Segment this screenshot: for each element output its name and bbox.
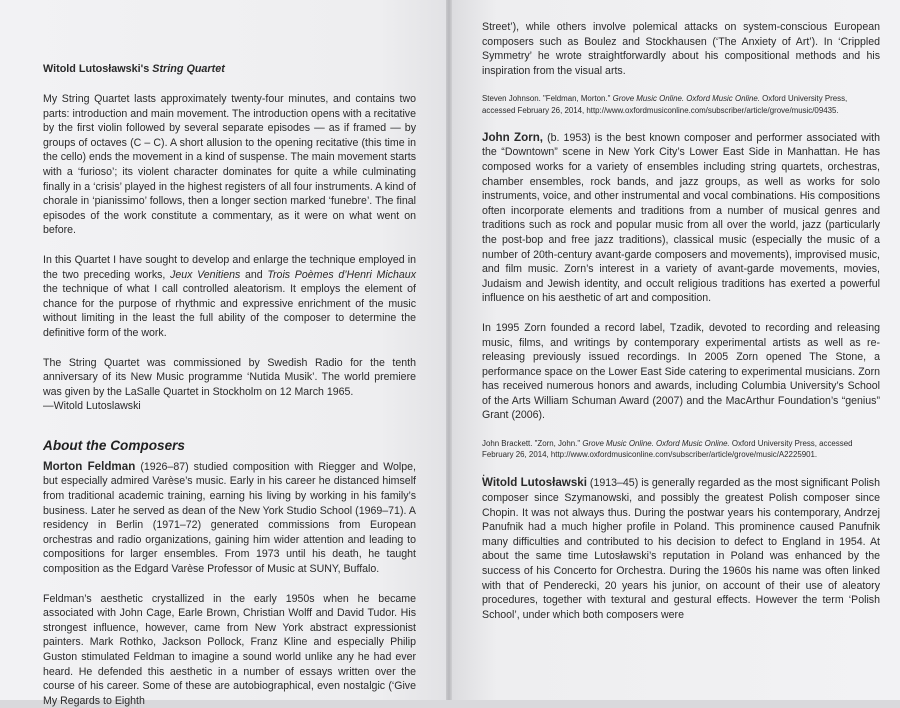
lutoslawski-name: Witold Lutosławski (482, 476, 587, 490)
zorn-name: John Zorn, (482, 130, 544, 144)
p2-text-c: the technique of what I call controlled aleatorism. It employs the element of chance for the purpose of rhythmic and expressive enrichment of the music without limiting in the least the full ability of the composer to determine the definitive form of the work. (43, 283, 416, 339)
cite1-source: Grove Music Online. Oxford Music Online. (612, 94, 760, 104)
heading-composer: Witold Lutosławski's (43, 63, 153, 75)
feldman-paragraph-2: Feldman’s aesthetic crystallized in the early 1950s when he became associated with John Cage, Earle Brown, Christian Wolff and David Tudor. His strongest influence, however, came from New York abstract expressionist painters. Mark Rothko, Jackson Pollock, Franz Kline and especially Philip Guston stimulated Feldman to imagine a sound world unlike any he had ever heard. He defended this aesthetic in a number of essays written over the course of his career. Some of these are autobiographical, even nostalgic (‘Give My Regards to Eighth (43, 592, 416, 707)
zorn-p1-text: (b. 1953) is the best known composer and performer associated with the “Downtown” scene in New York City’s Lower East Side in Manhattan. He has composed works for a variety of ensembles including string quartets, orchestras, chamber ensembles, rock bands, and jazz groups, as well as works for solo instruments, voice, and other instrumental and vocal combinations. His compositions often incorporate elements and traditions from a number of musical genres and traditions such as rock and popular music from all over the world, jazz (particularly the post-bop and free jazz traditions), classical music (especially the music of a number of 20th-century avant-garde composers and movements), improvised music, and film music. Zorn’s interest in a variety of avant-garde movements, movies, Judaism and Jewish identity, and occult religious traditions has exerted a powerful influence on his aesthetic of art and composition. (482, 131, 880, 305)
cite1-author: Steven Johnson. "Feldman, Morton." (482, 94, 613, 104)
quartet-paragraph-3: The String Quartet was commissioned by Swedish Radio for the tenth anniversary of its New Music programme ‘Nutida Musik’. The world premiere was given by the LaSalle Quartet in Stockholm on 12 March 1965. (43, 356, 416, 398)
signature: —Witold Lutoslawski (43, 400, 141, 413)
right-page (452, 0, 900, 700)
cite2-details: Oxford University Press, accessed February 26, 2014, http://www.oxfordmusiconline.com/subscriber/article/grove/music/A2225901. (482, 439, 853, 460)
feldman-paragraph-1 (43, 460, 416, 577)
p2-text-b: and (240, 268, 268, 281)
work-jeux-venitiens: Jeux Venitiens (170, 268, 241, 281)
quartet-paragraph-1: My String Quartet lasts approximately twenty-four minutes, and contains two parts: introduction and main movement. The introduction opens with a recitative by the first violin followed by several separate episodes — as if framed — by groups of octaves (C – C). A short allusion to the opening recitative (this time in the cello) ends the movement in a kind of suspense. The main movement starts with a ‘furioso’; its violent character dominates for quite a while culminating finally in a ‘crisis’ played in the highest registers of all four instruments. A kind of chorale in ‘pianissimo’ follows, then a longer section marked ‘funebre’. The final episodes of the work constitute a commentary, as it were on what went on before. (43, 93, 416, 237)
cite1-details: Oxford University Press, accessed February 26, 2014, http://www.oxfordmusiconline.com/subscriber/article/grove/music/09435. (482, 94, 848, 115)
feldman-p1-text: (1926–87) studied composition with Riegger and Wolpe, but especially admired Varèse’s music. Early in his career he distanced himself from traditional academic training, earning his living by working in his family’s business. Later he served as dean of the New York Studio School (1969–71). A residency in Berlin (1971–72) generated commissions from European orchestras and radio organizations, gaining him wider attention and leading to compositions for larger ensembles. From 1973 until his death, he taught composition as the Edgard Varèse Professor of Music at SUNY, Buffalo. (43, 460, 417, 576)
heading-work-title: String Quartet (152, 63, 225, 75)
bullet-dot: . (482, 465, 486, 480)
zorn-paragraph-2: In 1995 Zorn founded a record label, Tzadik, devoted to recording and releasing music, films, and writings by contemporary experimental artists as well as re-releasing previously issued recordings. In 2005 Zorn opened The Stone, a performance space on the Lower East Side catering to experimental musicians. Zorn has received numerous honors and awards, including Columbia University’s School of the Arts William Schuman Award (2007) and the MacArthur Foundation’s “genius” Grant (2006). (482, 321, 880, 422)
work-trois-poemes: Trois Poèmes d’Henri Michaux (267, 268, 416, 281)
quartet-paragraph-2 (43, 253, 416, 341)
zorn-paragraph-1 (482, 131, 880, 306)
p2-text-a: In this Quartet I have sought to develop and enlarge the technique employed in the two preceding works, (43, 253, 416, 281)
feldman-name: Morton Feldman (43, 459, 136, 473)
lutoslawski-p1-text: (1913–45) is generally regarded as the most significant Polish composer since Szymanowski, and possibly the greatest Polish composer since Chopin. It was not always thus. During the postwar years his contemporary, Andrzej Panufnik had a much higher profile in Poland. This prominence caused Panufnik many difficulties and contributed to his decision to defect to England in 1954. At about the same time Lutosławski’s reputation in Poland was enhanced by the success of his Concerto for Orchestra. During the 1960s his name was often linked with that of Penderecki, 20 years his junior, on account of their use of aleatory procedures, together with textural and gestural effects. However the term ‘Polish School’, under which both composers were (482, 477, 880, 621)
citation-feldman (482, 93, 880, 115)
cite2-author: John Brackett. "Zorn, John." (482, 439, 583, 449)
cite2-source: Grove Music Online. Oxford Music Online. (582, 439, 730, 449)
quartet-heading (43, 63, 416, 75)
section-title: About the Composers (43, 437, 185, 453)
citation-zorn (482, 438, 880, 460)
left-page (0, 0, 446, 707)
lutoslawski-paragraph (482, 476, 880, 622)
feldman-continuation: Street’), while others involve polemical attacks on system-conscious European composers such as Boulez and Stockhausen (‘The Anxiety of Art’). In ‘Crippled Symmetry’ he wrote straightforwardly about his compositional methods and his inspiration from the visual arts. (482, 21, 880, 77)
